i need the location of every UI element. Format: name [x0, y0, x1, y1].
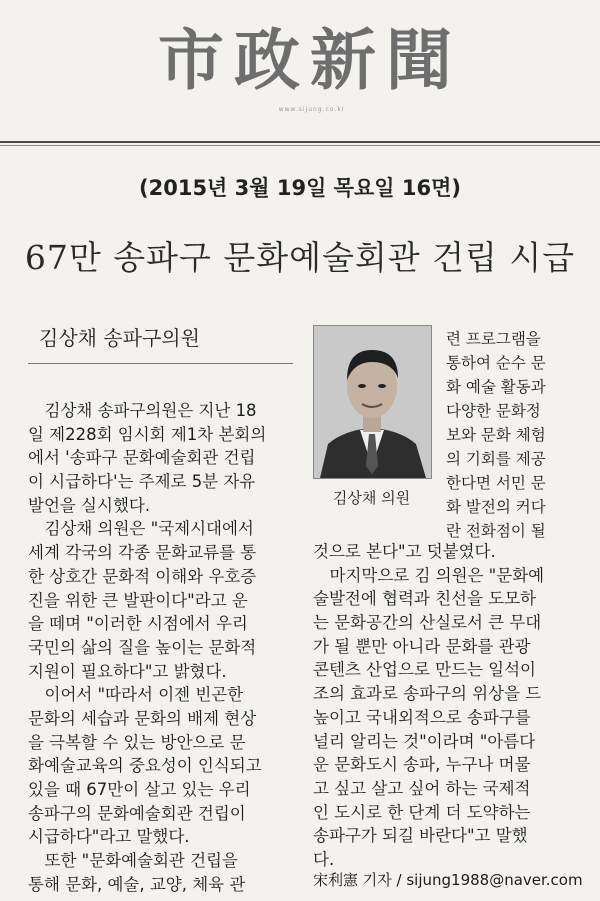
article-line: 인 도시로 한 단계 더 도약하는: [313, 802, 531, 822]
article-line: 이어서 "따라서 이젠 빈곤한: [28, 685, 244, 705]
article-line: 한 상호간 문화적 이해와 우호증: [28, 566, 257, 586]
masthead-title: 市政新聞: [158, 21, 462, 99]
date-line: (2015년 3월 19일 목요일 16면): [139, 176, 461, 200]
article-column-left: [28, 399, 293, 896]
article-line: 송파구의 문화예술회관 건립이: [28, 803, 246, 823]
article-line: 지원이 필요하다"고 밝혔다.: [28, 661, 227, 681]
article-line: 는 문화공간의 산실로서 큰 무대: [313, 613, 542, 633]
article-column-right-top: [446, 327, 586, 543]
article-line: 것으로 본다"고 덧붙였다.: [313, 542, 496, 561]
masthead-rule-thin: [0, 145, 600, 146]
portrait-image: [314, 326, 431, 478]
article-line: 또한 "문화예술회관 건립을: [28, 851, 238, 871]
article-line: 김상채 송파구의원은 지난 18: [28, 401, 257, 420]
article-line: 이 시급하다'는 주제로 5분 자유: [28, 472, 256, 492]
masthead: [0, 0, 600, 140]
article-line: 세계 각국의 각종 문화교류를 통: [28, 543, 257, 563]
article-line: 의 기회를 제공: [446, 450, 546, 468]
article-line: 술발전에 협력과 친선을 도모하: [313, 589, 536, 609]
article-line: 란 전화점이 될: [446, 522, 546, 540]
article-line: 발언을 실시했다.: [28, 495, 151, 515]
article-line: 문화의 세습과 문화의 배제 현상: [28, 708, 257, 728]
article-line: 조의 효과로 송파구의 위상을 드: [313, 684, 542, 704]
headline: 67만 송파구 문화예술회관 건립 시급: [24, 238, 576, 277]
masthead-subtitle: www.sijung.co.kr: [278, 106, 346, 113]
article-line: 국민의 삶의 질을 높이는 문화적: [28, 637, 257, 657]
article-line: 콘텐츠 산업으로 만드는 일석이: [313, 660, 536, 680]
article-line: 화예술교육의 중요성이 인식되고: [28, 756, 262, 776]
article-line: 에서 '송파구 문화예술회관 건립: [28, 448, 256, 468]
article-line: 일 제228회 임시회 제1차 본회의: [28, 424, 267, 444]
article-line: 화 예술 활동과: [446, 378, 546, 396]
article-line: 화 발전의 커다: [446, 498, 546, 516]
byline: 김상채 송파구의원: [39, 326, 200, 350]
article-line: 보와 문화 체험: [446, 426, 546, 444]
article-line: 을 극복할 수 있는 방안으로 문: [28, 732, 246, 752]
article-line: 높이고 국내외적으로 송파구를: [313, 707, 531, 727]
masthead-rule: [0, 141, 600, 143]
article-line: 김상채 의원은 "국제시대에서: [28, 519, 254, 539]
article-line: 시급하다"라고 말했다.: [28, 827, 190, 847]
article-line: 송파구가 되길 바란다"고 말했: [313, 826, 528, 846]
portrait-photo: [313, 325, 432, 479]
article-line: 한다면 서민 문: [446, 474, 546, 492]
article-line: 운 문화도시 송파, 누구나 머물: [313, 755, 531, 775]
article-line: 있을 때 67만이 살고 있는 우리: [28, 780, 251, 799]
article-line: 가 될 뿐만 아니라 문화를 관광: [313, 636, 531, 656]
article-line: 련 프로그램을: [446, 330, 541, 348]
article-line: 통하여 순수 문: [446, 354, 546, 372]
article-line: 진을 위한 큰 발판이다"라고 운: [28, 590, 248, 610]
reporter-credit: 宋利憲 기자 / sijung1988@naver.com: [313, 871, 583, 889]
article-line: 을 떼며 "이러한 시점에서 우리: [28, 614, 248, 634]
article-line: 널리 알리는 것"이라며 "아름다: [313, 731, 536, 751]
article-line: 통해 문화, 예술, 교양, 체육 관: [28, 874, 246, 894]
byline-divider: [28, 363, 293, 364]
article-line: 고 싶고 살고 싶어 하는 국제적: [313, 778, 531, 798]
article-line: 다.: [313, 849, 335, 869]
article-line: 다양한 문화정: [446, 402, 541, 420]
article-column-right-bottom: [313, 540, 583, 872]
article-line: 마지막으로 김 의원은 "문화예: [313, 565, 545, 585]
photo-caption: 김상채 의원: [332, 489, 411, 507]
